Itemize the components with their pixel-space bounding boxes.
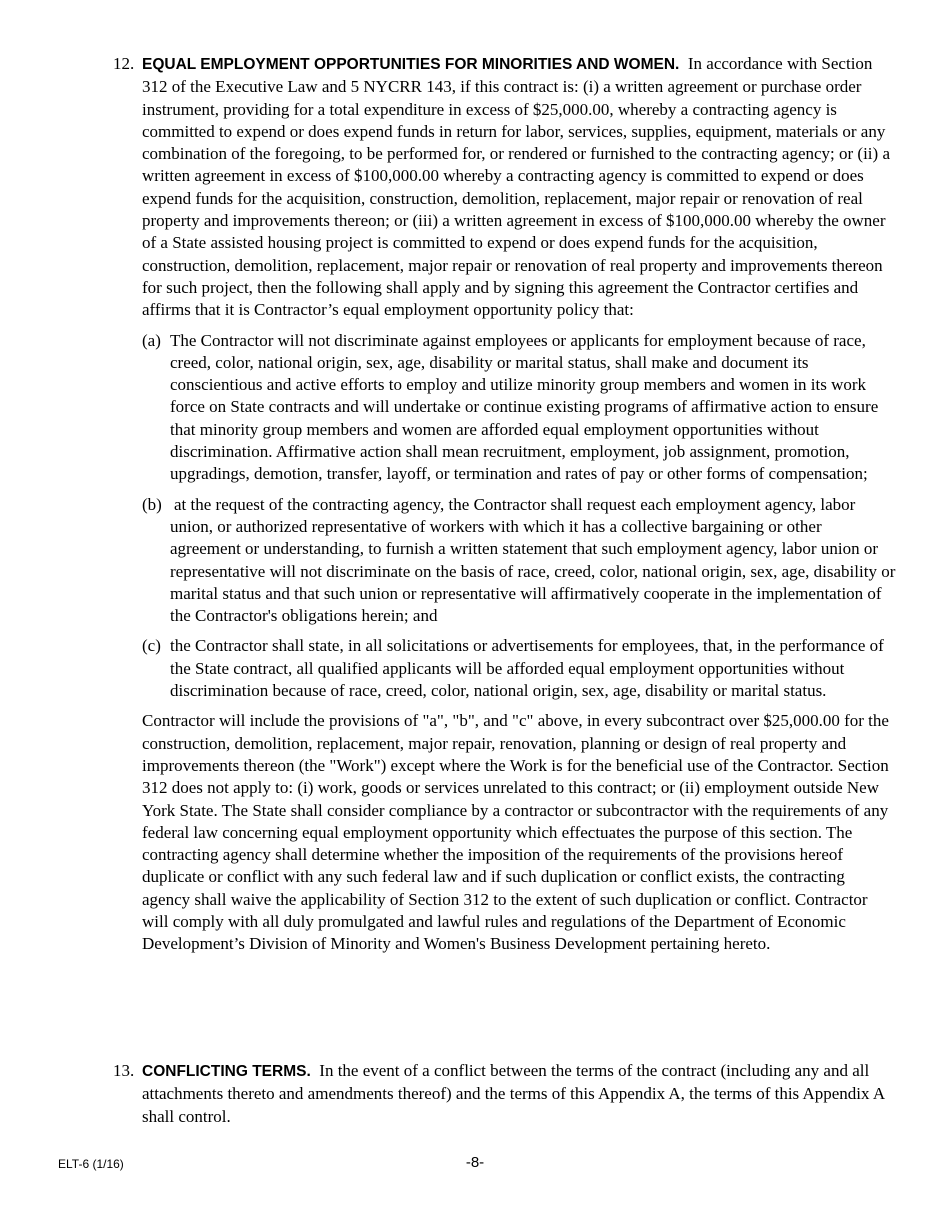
section-number: 13. <box>113 1061 135 1080</box>
section-13 <box>113 1060 896 1128</box>
clause-text: the Contractor shall state, in all solicitations or advertisements for employees, that, in the performance of the State contract, all qualified applicants will be afforded equal employment opportunities without discrimination because of race, creed, color, national origin, sex, age, disability or marital status. <box>170 636 884 701</box>
clause-label: (a) <box>142 330 161 350</box>
page-number: -8- <box>465 1154 485 1171</box>
clause-text: The Contractor will not discriminate against employees or applicants for employment because of race, creed, color, national origin, sex, age, disability or marital status, shall make and document its conscientious and active efforts to employ and utilize minority group members and women in its work force on State contracts and will undertake or continue existing programs of affirmative action to ensure that minority group members and women are afforded equal employment opportunities without discrimination. Affirmative action shall mean recruitment, employment, job assignment, promotion, upgradings, demotion, transfer, layoff, or termination and rates of pay or other forms of compensation; <box>170 330 879 484</box>
clause-a <box>142 330 896 486</box>
clause-text: at the request of the contracting agency, the Contractor shall request each employment agency, labor union, or authorized representative of workers with which it has a collective bargaining or other agreement or understanding, to furnish a written statement that such employment agency, labor union or representative will not discriminate on the basis of race, creed, color, national origin, sex, age, disability or marital status and that such union or representative will affirmatively cooperate in the implementation of the Contractor's obligations herein; and <box>170 494 896 626</box>
clause-c <box>142 635 896 702</box>
clause-b <box>142 494 896 628</box>
section-heading: CONFLICTING TERMS. <box>142 1063 311 1080</box>
section-12-intro <box>142 53 896 322</box>
section-12 <box>113 53 896 956</box>
section-12-closing: Contractor will include the provisions of "a", "b", and "c" above, in every subcontract over $25,000.00 for the construction, demolition, replacement, major repair, renovation, planning or design of real property and improvements thereon (the "Work") except where the Work is for the beneficial use of the Contractor. Section 312 does not apply to: (i) work, goods or services unrelated to this contract; or (ii) employment outside New York State. The State shall consider compliance by a contractor or subcontractor with the requirements of any federal law concerning equal employment opportunity which effectuates the purpose of this section. The contracting agency shall determine whether the imposition of the requirements of the provisions hereof duplicate or conflict with any such federal law and if such duplication or conflict exists, the contracting agency shall waive the applicability of Section 312 to the extent of such duplication or conflict. Contractor will comply with all duly promulgated and lawful rules and regulations of the Department of Economic Development’s Division of Minority and Women's Business Development pertaining hereto. <box>142 711 889 954</box>
form-id: ELT-6 (1/16) <box>58 1157 124 1171</box>
clause-label: (b) <box>142 494 162 514</box>
clause-label: (c) <box>142 636 161 656</box>
section-13-body <box>142 1060 896 1128</box>
section-number: 12. <box>113 54 135 73</box>
section-text: In the event of a conflict between the terms of the contract (including any and all attachments thereto and amendments thereof) and the terms of this Appendix A, the terms of this Appendix A shall control. <box>142 1061 885 1126</box>
section-intro-text: In accordance with Section 312 of the Executive Law and 5 NYCRR 143, if this contract is: (i) a written agreement or purchase order instrument, providing for a total expenditure in excess of $25,000.00, whereby a contracting agency is committed to expend or does expend funds in return for labor, services, supplies, equipment, materials or any combination of the foregoing, to be performed for, or rendered or furnished to the contracting agency; or (ii) a written agreement in excess of $100,000.00 whereby a contracting agency is committed to expend or does expend funds for the acquisition, construction, demolition, replacement, major repair or renovation of real property and improvements thereon; or (iii) a written agreement in excess of $100,000.00 whereby the owner of a State assisted housing project is committed to expend or does expend funds for the acquisition, construction, demolition, replacement, major repair or renovation of real property and improvements thereon for such project, then the following shall apply and by signing this agreement the Contractor certifies and affirms that it is Contractor’s equal employment opportunity policy that: <box>142 54 890 320</box>
section-heading: EQUAL EMPLOYMENT OPPORTUNITIES FOR MINORITIES AND WOMEN. <box>142 56 680 73</box>
